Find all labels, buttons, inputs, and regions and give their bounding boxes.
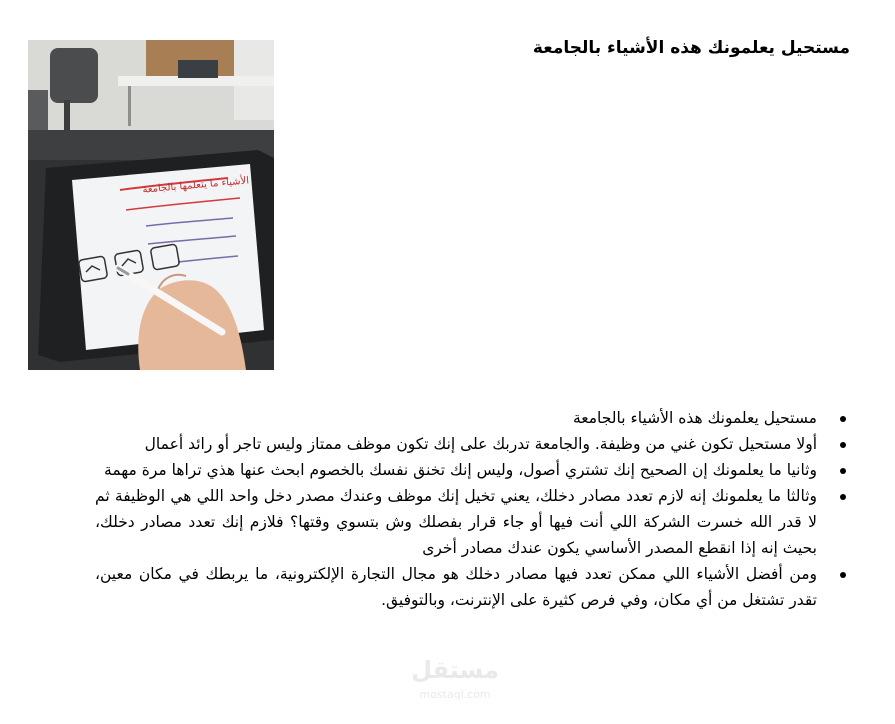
list-item-text: وثانيا ما يعلمونك إن الصحيح إنك تشتري أصول، وليس إنك تخنق نفسك بالخصوم ابحث عنها هذي تراها مرة مهمة bbox=[104, 461, 817, 479]
bullet-list bbox=[95, 405, 849, 613]
monitor bbox=[178, 60, 218, 78]
desk-leg bbox=[128, 86, 131, 126]
office-chair-post bbox=[64, 100, 70, 130]
bullet-dot-icon bbox=[840, 572, 846, 578]
bullet-dot-icon bbox=[840, 494, 846, 500]
list-item-text: مستحيل يعلمونك هذه الأشياء بالجامعة bbox=[572, 409, 817, 427]
watermark-brand: مستقل bbox=[411, 656, 499, 684]
list-item bbox=[95, 483, 849, 561]
list-item-text: ومن أفضل الأشياء اللي ممكن تعدد فيها مصادر دخلك هو مجال التجارة الإلكترونية، ما يربطك في مكان معين، تقدر تشتغل من أي مكان، وفي فرص كثيرة على الإنترنت، وبالتوفيق. bbox=[95, 565, 817, 609]
list-item bbox=[95, 405, 849, 431]
list-item-text: وثالثا ما يعلمونك إنه لازم تعدد مصادر دخلك، يعني تخيل إنك موظف وعندك مصدر دخل واحد اللي هي الوظيفة ثم لا قدر الله خسرت الشركة اللي أنت فيها أو جاء قرار بفصلك وش بتسوي وقتها؟ فلازم إنك تعدد مصادر دخلك، بحيث إنه إذا انقطع المصدر الأساسي يكون عندك مصادر أخرى bbox=[95, 487, 817, 557]
tablet-photo-illustration bbox=[28, 40, 274, 370]
tablet-handwriting-photo bbox=[28, 40, 274, 370]
office-chair-back bbox=[50, 48, 98, 103]
handwriting-heading: الأشياء ما يتعلمها بالجامعة bbox=[142, 175, 250, 196]
list-item bbox=[95, 457, 849, 483]
watermark-domain: mostaql.com bbox=[419, 688, 491, 701]
bullet-dot-icon bbox=[840, 416, 846, 422]
watermark-logo-graphic bbox=[395, 648, 515, 708]
bullet-dot-icon bbox=[840, 442, 846, 448]
watermark-logo bbox=[395, 648, 515, 708]
list-item-text: أولا مستحيل تكون غني من وظيفة. والجامعة تدربك على إنك تكون موظف ممتاز وليس تاجر أو رائد أعمال bbox=[144, 435, 817, 453]
page-title: مستحيل يعلمونك هذه الأشياء بالجامعة bbox=[532, 38, 850, 58]
list-item bbox=[95, 431, 849, 457]
bullet-dot-icon bbox=[840, 468, 846, 474]
list-item bbox=[95, 561, 849, 613]
